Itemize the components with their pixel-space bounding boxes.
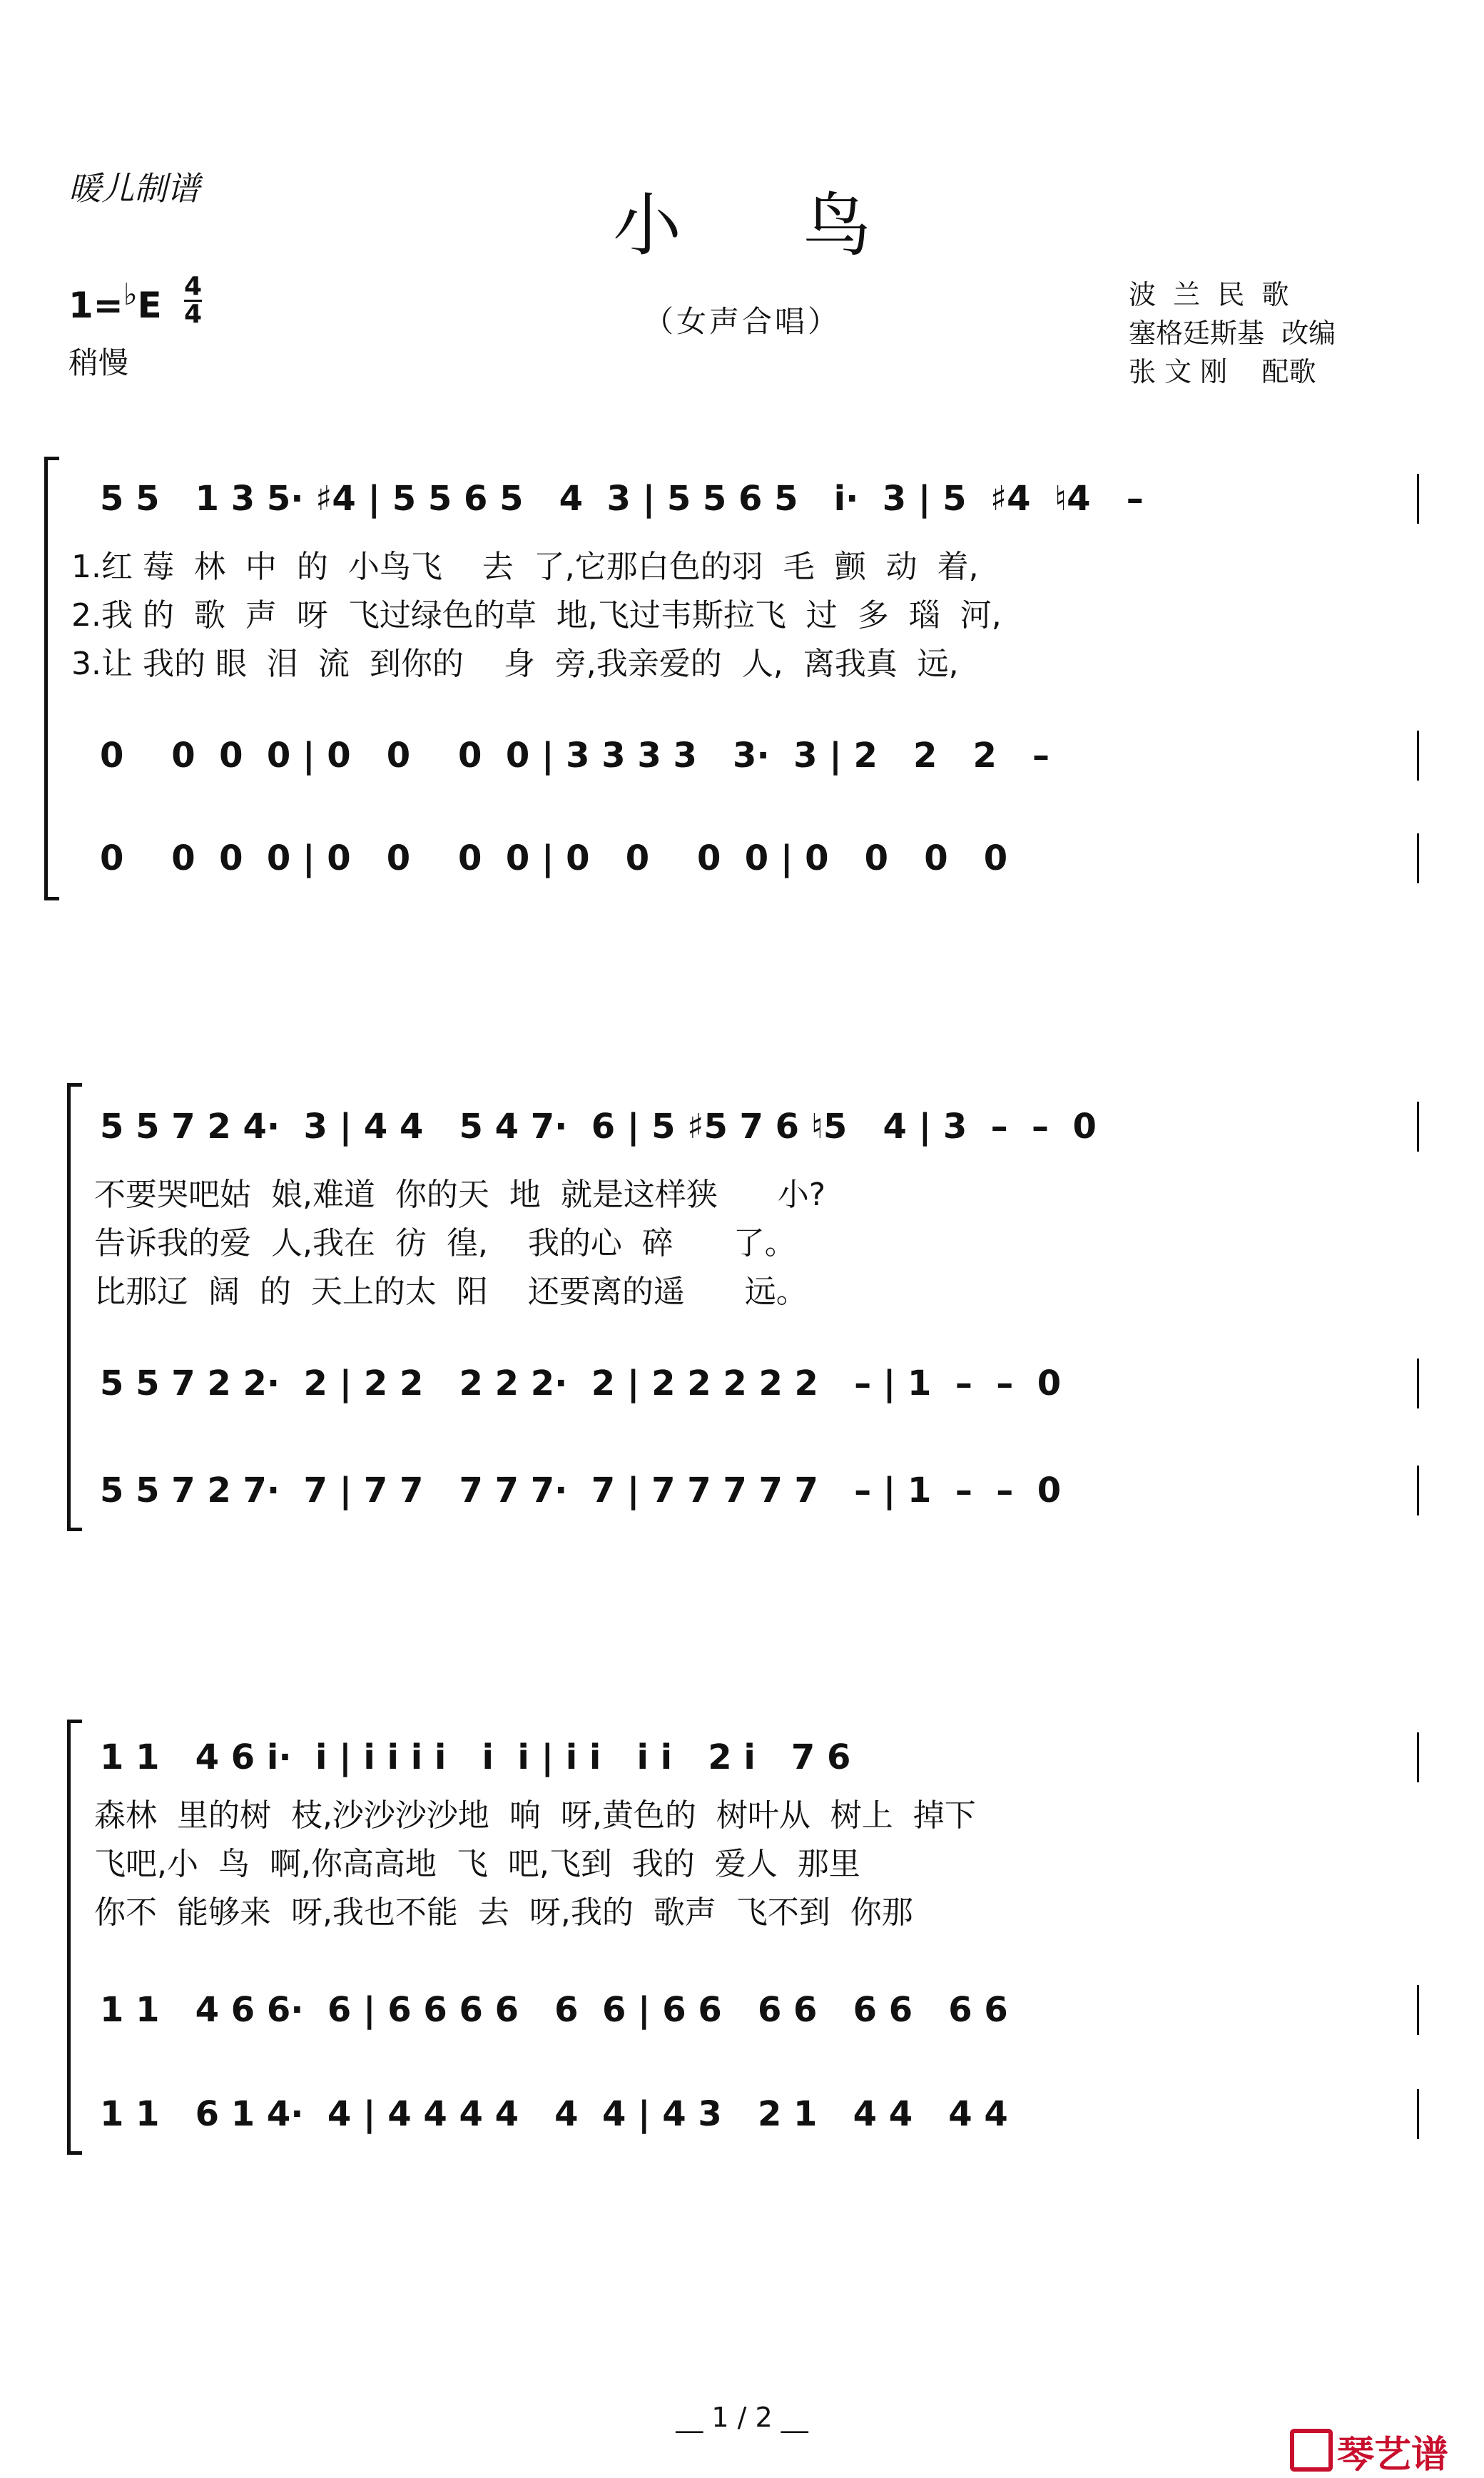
barline-end (1417, 2089, 1419, 2139)
barline-end (1417, 474, 1419, 524)
tempo-marking: 稍慢 (68, 345, 129, 380)
barline-end (1417, 731, 1419, 781)
barline-end (1417, 1732, 1419, 1782)
lyric-verse-3: 你不 能够来 呀,我也不能 去 呀,我的 歌声 飞不到 你那 (94, 1894, 913, 1931)
melody-row: 5 5 1 3 5· ♯4 | 5 5 6 5 4 3 | 5 5 6 5 i· 3 | 5 ♯4 ♮4 – (100, 479, 1144, 519)
melody-row: 5 5 7 2 4· 3 | 4 4 5 4 7· 6 | 5 ♯5 7 6 ♮5 4 | 3 – – 0 (100, 1107, 1097, 1147)
credit-line: 塞格廷斯基 改编 (1129, 318, 1336, 349)
page-number: __ 1 / 2 __ (676, 2402, 808, 2433)
credits (1129, 275, 1336, 391)
lyric-verse-3: 比那辽 阔 的 天上的太 阳 还要离的遥 远。 (94, 1274, 808, 1310)
alto2-row: 5 5 7 2 7· 7 | 7 7 7 7 7· 7 | 7 7 7 7 7 – | 1 – – 0 (100, 1471, 1062, 1510)
barline-end (1417, 833, 1419, 883)
alto1-row: 5 5 7 2 2· 2 | 2 2 2 2 2· 2 | 2 2 2 2 2 – | 1 – – 0 (100, 1364, 1062, 1403)
logo-mark-icon (1290, 2429, 1333, 2472)
score-maker: 暖儿制谱 (68, 169, 200, 208)
flat-sign: ♭ (123, 277, 138, 312)
alto1-row: 1 1 4 6 6· 6 | 6 6 6 6 6 6 | 6 6 6 6 6 6 6 6 (100, 1990, 1008, 2030)
lyric-verse-1: 不要哭吧姑 娘,难道 你的天 地 就是这样狭 小? (94, 1177, 826, 1213)
barline-end (1417, 1985, 1419, 2035)
score-title: 小鸟 (613, 186, 992, 265)
key-prefix: 1= (68, 285, 123, 326)
barline-end (1417, 1359, 1419, 1408)
alto2-row: 0 0 0 0 | 0 0 0 0 | 0 0 0 0 | 0 0 0 0 (100, 838, 1008, 878)
system-bracket (67, 1083, 82, 1531)
key-letter: E (137, 285, 162, 326)
lyric-verse-1: 森林 里的树 枝,沙沙沙沙地 响 呀,黄色的 树叶从 树上 掉下 (94, 1797, 976, 1834)
alto1-row: 0 0 0 0 | 0 0 0 0 | 3 3 3 3 3· 3 | 2 2 2 – (100, 736, 1050, 776)
barline-end (1417, 1102, 1419, 1152)
credit-line: 波 兰 民 歌 (1129, 279, 1289, 310)
alto2-row: 1 1 6 1 4· 4 | 4 4 4 4 4 4 | 4 3 2 1 4 4 4 4 (100, 2094, 1008, 2134)
time-bottom: 4 (184, 300, 203, 329)
credit-line: 张 文 刚 配歌 (1129, 356, 1316, 387)
system-bracket (44, 457, 59, 900)
system-bracket (67, 1720, 82, 2155)
lyric-verse-2: 告诉我的爱 人,我在 彷 徨, 我的心 碎 了。 (94, 1225, 796, 1261)
brand-logo (1290, 2424, 1448, 2478)
time-top: 4 (184, 272, 203, 301)
score-subtitle: （女声合唱） (643, 304, 840, 339)
melody-row: 1 1 4 6 i· i | i i i i i i | i i i i 2 i 7 6 (100, 1737, 851, 1777)
lyric-verse-1: 1.红 莓 林 中 的 小鸟飞 去 了,它那白色的羽 毛 颤 动 着, (71, 549, 979, 585)
barline-end (1417, 1466, 1419, 1515)
logo-text: 琴艺谱 (1337, 2434, 1449, 2477)
lyric-verse-2: 飞吧,小 鸟 啊,你高高地 飞 吧,飞到 我的 爱人 那里 (94, 1846, 860, 1882)
lyric-verse-3: 3.让 我的 眼 泪 流 到你的 身 旁,我亲爱的 人, 离我真 远, (71, 646, 959, 682)
lyric-verse-2: 2.我 的 歌 声 呀 飞过绿色的草 地,飞过韦斯拉飞 过 多 瑙 河, (71, 597, 1002, 634)
